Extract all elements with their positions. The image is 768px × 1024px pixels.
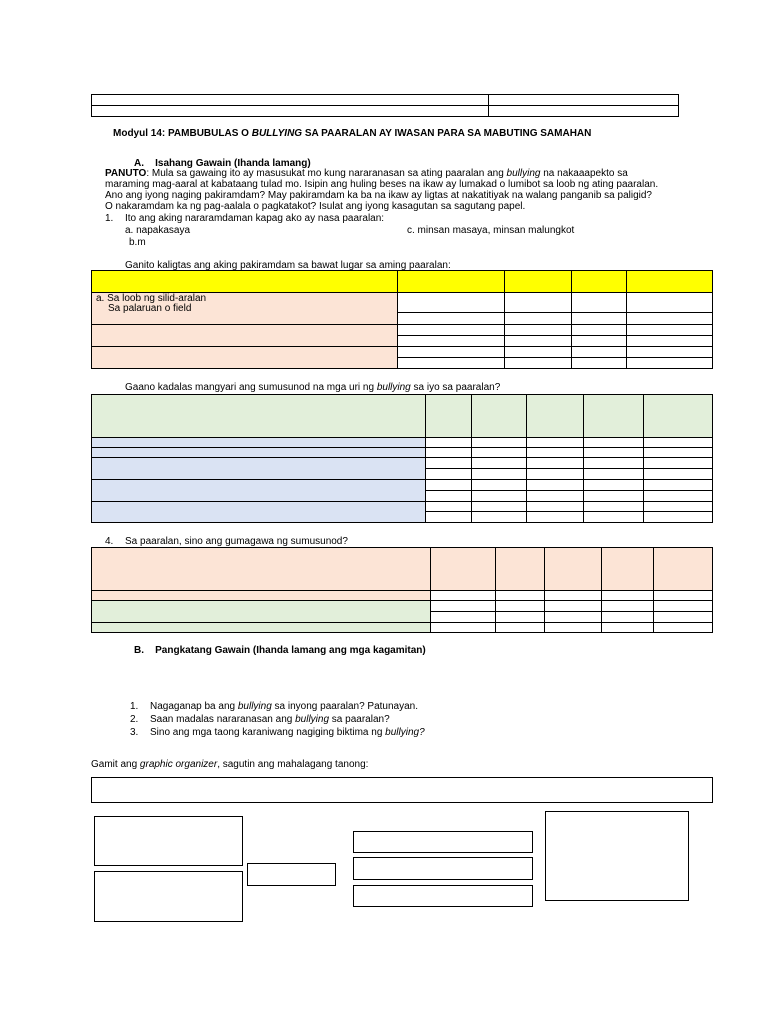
who-table <box>91 547 713 633</box>
safety-table <box>91 270 713 369</box>
module-title: Modyul 14: PAMBUBULAS O BULLYING SA PAARALAN AY IWASAN PARA SA MABUTING SAMAHAN <box>113 128 592 139</box>
organizer-top-bar <box>91 777 713 803</box>
b-question-list <box>130 701 425 738</box>
q1-option-b: b.m <box>129 237 146 248</box>
q1-option-c: c. minsan masaya, minsan malungkot <box>407 225 575 236</box>
b-question-1: 1. Nagaganap ba ang bullying sa inyong paaralan? Patunayan. <box>130 701 419 712</box>
panuto-paragraph: PANUTO: Mula sa gawaing ito ay masusukat mo kung nararanasan sa ating paaralan ang bullying na nakaaapekto sa maraming mag-aaral at kabataang tulad mo. Isipin ang huling beses na ikaw ay lumakad o lumibot sa loob ng ating paaralan. Ano ang iyong naging pakiramdam? May pakiramdam ka ba na ikaw ay ligtas at nakatitiyak na walang panganib sa paligid? O nakaramdam ka ng pag-aalala o pagkatakot? Isulat ang iyong kasagutan sa sagutang papel. <box>105 168 659 212</box>
organizer-left-box-2 <box>94 871 243 922</box>
q3-text: Gaano kadalas mangyari ang sumusunod na mga uri ng bullying sa iyo sa paaralan? <box>125 382 501 393</box>
organizer-center-box <box>247 863 336 886</box>
graphic-organizer-prompt: Gamit ang graphic organizer, sagutin ang mahalagang tanong: <box>91 759 369 770</box>
section-b-heading: B. Pangkatang Gawain (Ihanda lamang ang mga kagamitan) <box>134 645 426 656</box>
q4-number: 4. <box>105 536 114 547</box>
q2-text: Ganito kaligtas ang aking pakiramdam sa bawat lugar sa aming paaralan: <box>125 260 451 271</box>
organizer-right-box <box>545 811 689 901</box>
organizer-left-box-1 <box>94 816 243 866</box>
organizer-mid-box-1 <box>353 831 533 853</box>
frequency-table <box>91 394 713 523</box>
b-question-3: 3. Sino ang mga taong karaniwang nagiging biktima ng bullying? <box>130 727 425 738</box>
safety-row-1: a. Sa loob ng silid-aralan Sa palaruan o field <box>92 293 398 325</box>
section-a-heading: A. Isahang Gawain (Ihanda lamang) <box>134 158 311 169</box>
q1-number: 1. <box>105 213 114 224</box>
b-question-2: 2. Saan madalas nararanasan ang bullying sa paaralan? <box>130 714 390 725</box>
q1-text: Ito ang aking nararamdaman kapag ako ay nasa paaralan: <box>125 213 385 224</box>
q1-option-a: a. napakasaya <box>125 225 191 236</box>
organizer-mid-box-3 <box>353 885 533 907</box>
header-table <box>91 94 679 117</box>
q4-text: Sa paaralan, sino ang gumagawa ng sumusunod? <box>125 536 348 547</box>
organizer-mid-box-2 <box>353 857 533 880</box>
